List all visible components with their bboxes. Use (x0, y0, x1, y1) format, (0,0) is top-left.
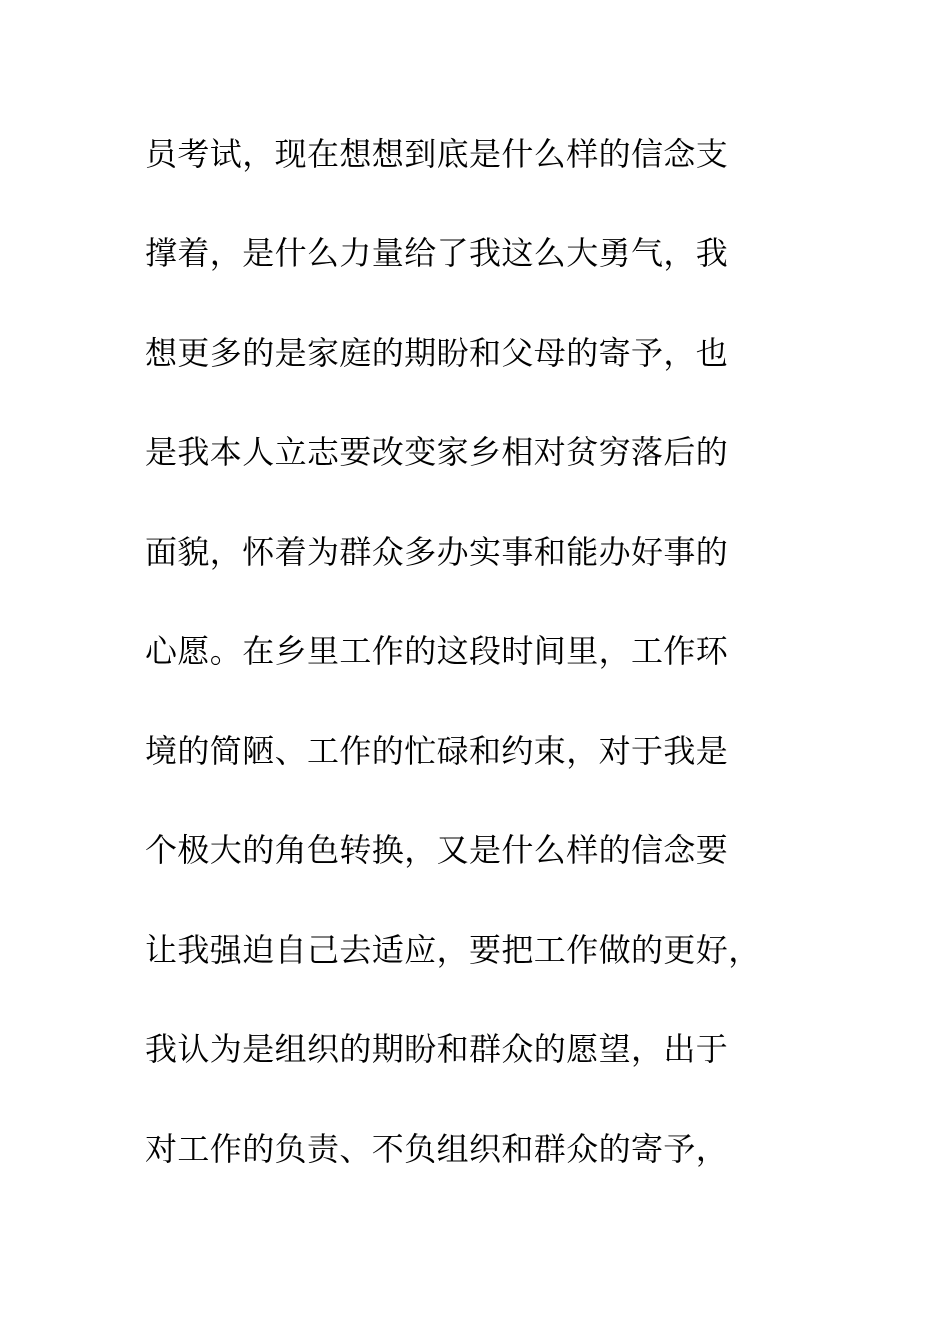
body-text-line: 面貌，怀着为群众多办实事和能办好事的 (145, 533, 729, 571)
body-text-line: 个极大的角色转换，又是什么样的信念要 (145, 831, 729, 869)
body-text-line: 让我强迫自己去适应，要把工作做的更好， (145, 931, 761, 969)
body-text-line: 对工作的负责、不负组织和群众的寄予， (145, 1130, 729, 1168)
body-text-line: 想更多的是家庭的期盼和父母的寄予，也 (145, 334, 729, 372)
body-text-line: 撑着，是什么力量给了我这么大勇气，我 (145, 234, 729, 272)
body-text-line: 我认为是组织的期盼和群众的愿望，出于 (145, 1030, 729, 1068)
body-text-line: 心愿。在乡里工作的这段时间里，工作环 (145, 632, 729, 670)
body-text-line: 是我本人立志要改变家乡相对贫穷落后的 (145, 433, 729, 471)
body-text-line: 境的简陋、工作的忙碌和约束，对于我是 (145, 732, 729, 770)
body-text-line: 员考试，现在想想到底是什么样的信念支 (145, 135, 729, 173)
